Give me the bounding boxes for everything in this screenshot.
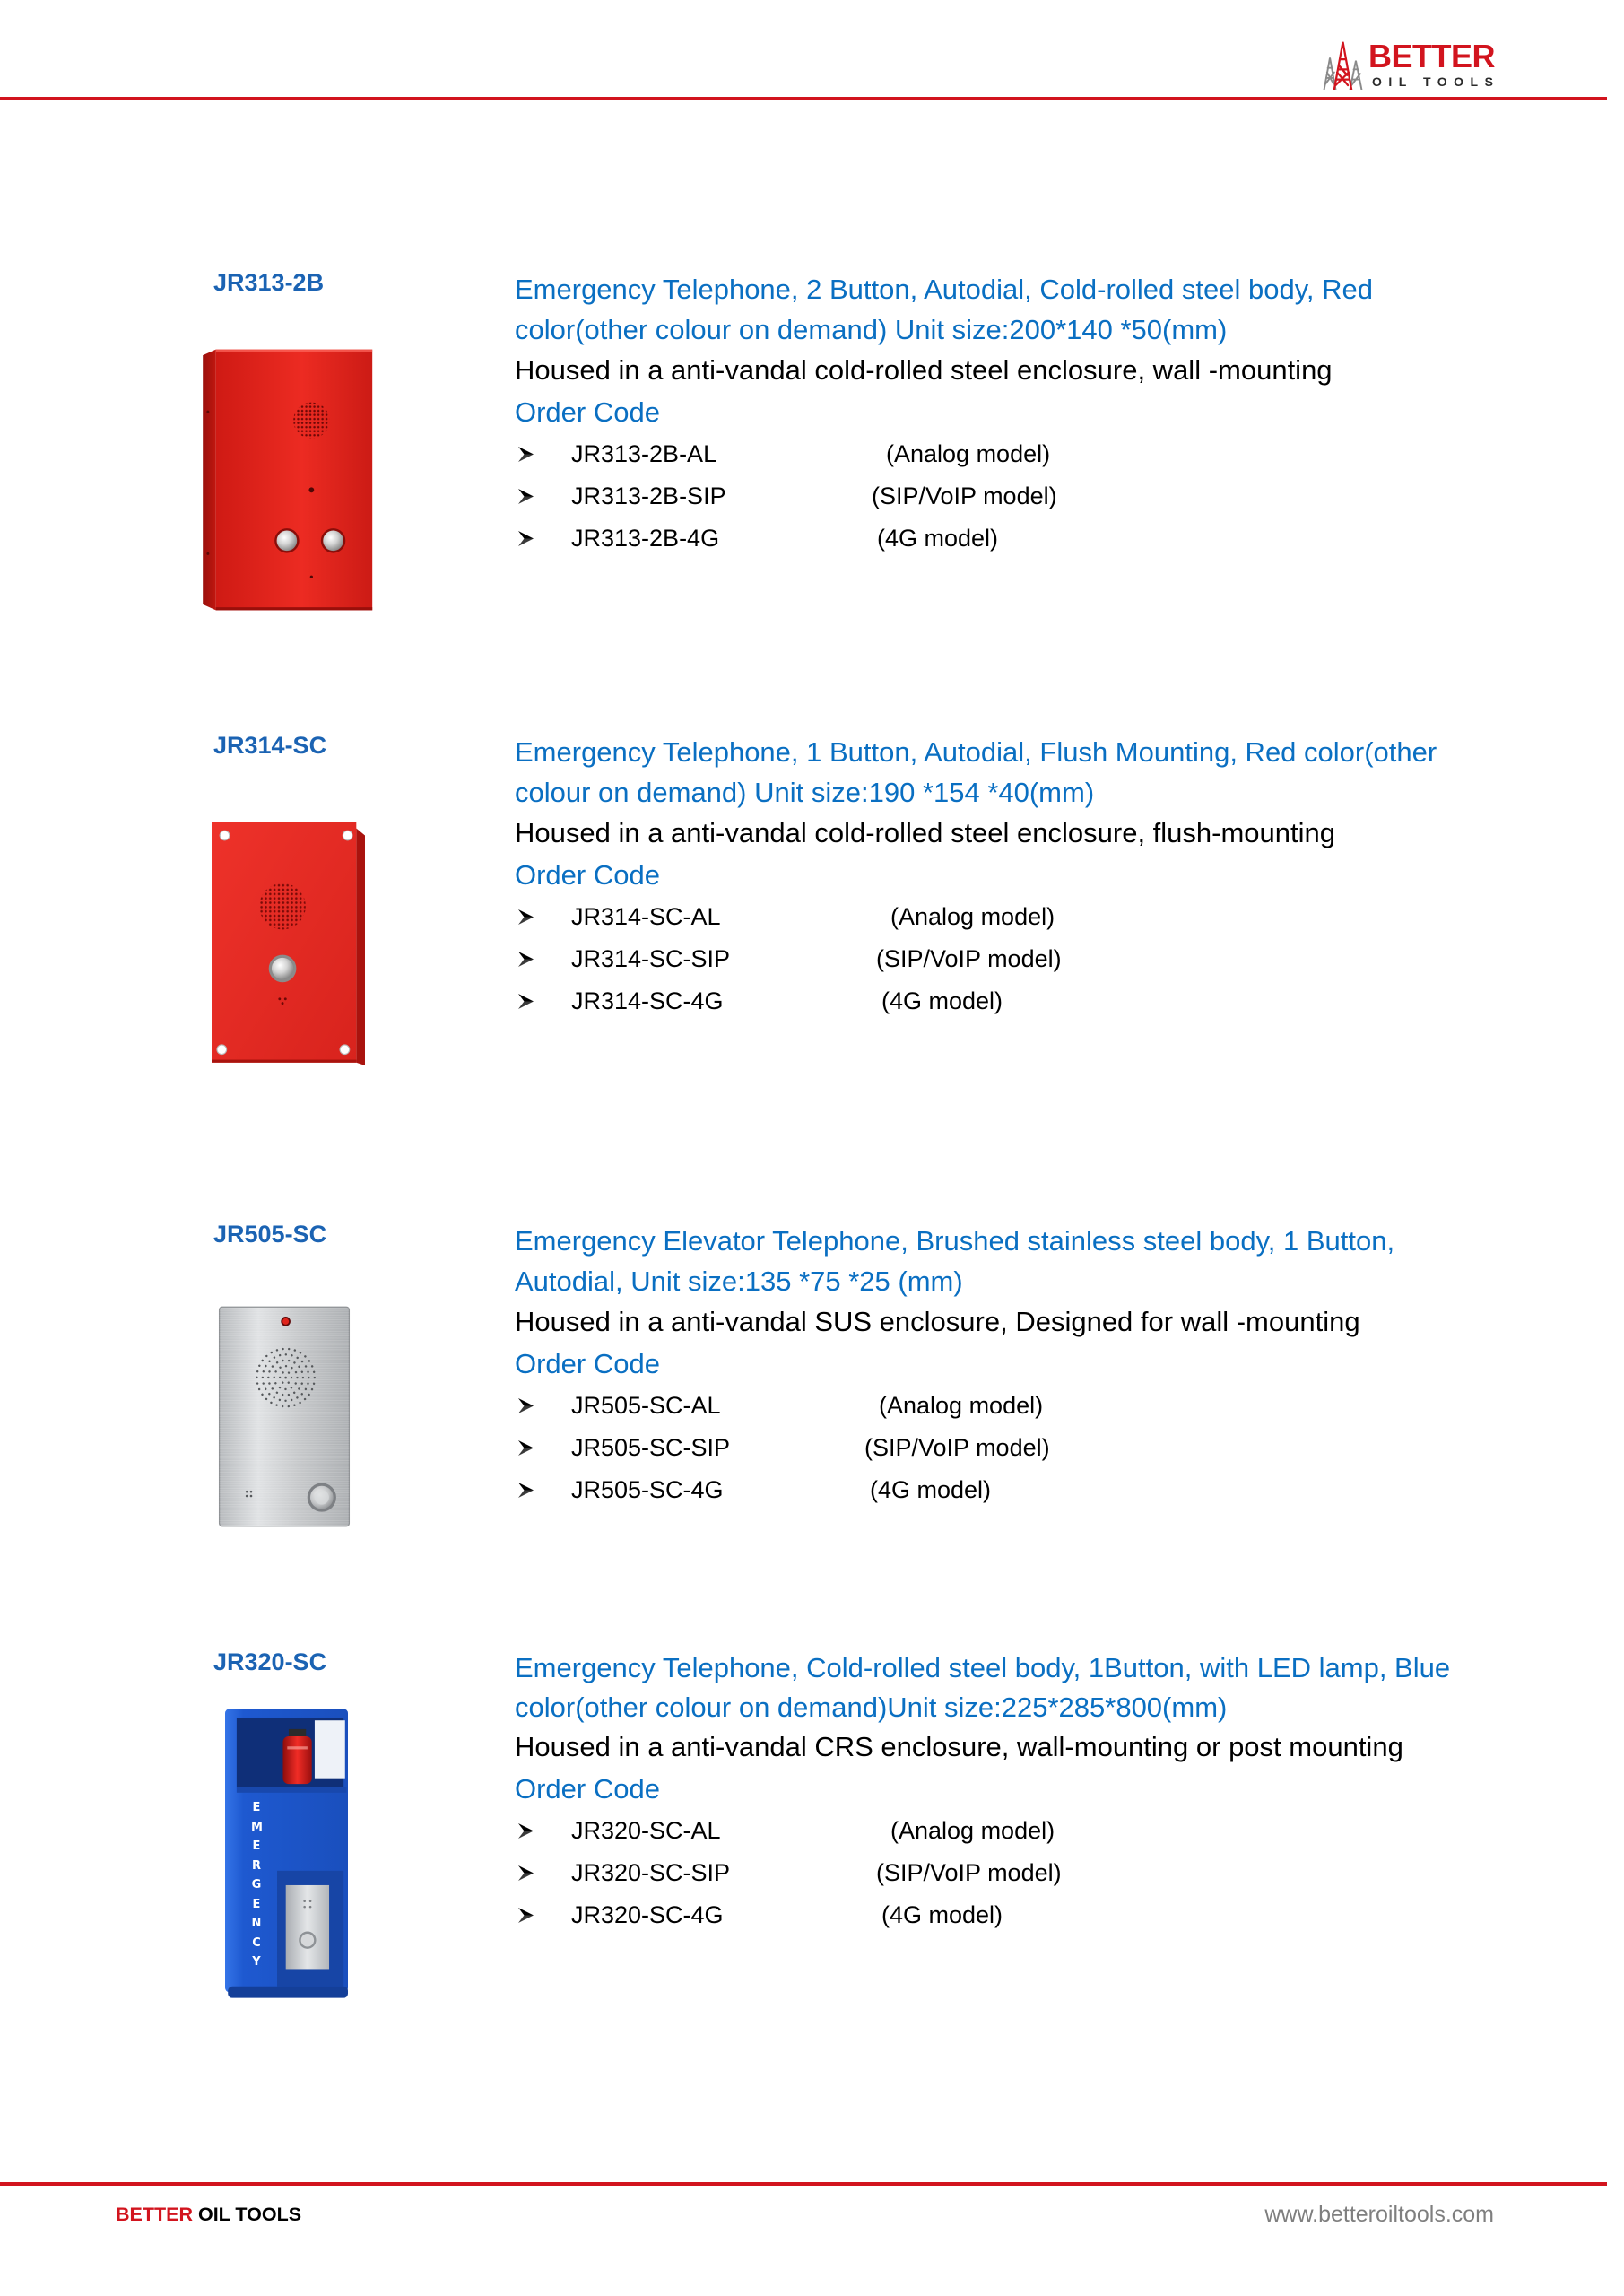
footer-brand [116,2203,301,2226]
product-image-jr505-sc [218,1305,351,1528]
speaker-grille [293,403,329,439]
model-label: JR313-2B [213,269,325,296]
arrowhead-bullet-icon [518,1908,534,1923]
stainless-elevator-panel-picture [218,1305,351,1528]
order-code: JR320-SC-4G [571,1901,724,1928]
description-line: Emergency Telephone, 1 Button, Autodial, Flush Mounting, Red color(other [515,736,1437,768]
footer-brand-red: BETTER [116,2204,193,2225]
arrowhead-bullet-icon [518,489,534,504]
order-code-heading: Order Code [515,1348,660,1379]
order-code: JR314-SC-4G [571,987,724,1014]
order-code-item [515,517,1573,560]
product-description [515,269,1573,560]
oil-derrick-logo-icon [1323,40,1363,90]
emergency-lettering: EMERGENCY [251,1801,263,1969]
model-variant: (4G model) [870,1476,992,1503]
arrowhead-bullet-icon [518,1866,534,1881]
product-description [515,1221,1573,1511]
product-description [515,1648,1573,1936]
model-variant: (SIP/VoIP model) [872,483,1057,509]
model-variant: (4G model) [881,987,1003,1014]
order-code-item [515,475,1573,517]
model-variant: (4G model) [881,1901,1003,1928]
led-lamp [282,1736,311,1784]
product-image-jr314-sc [212,822,365,1065]
arrowhead-bullet-icon [518,1440,534,1456]
brand-tagline: OIL TOOLS [1372,74,1500,89]
status-led [282,1318,289,1325]
order-code-list [515,1385,1573,1511]
call-button [272,958,293,979]
order-code-item [515,980,1573,1022]
description-line: Emergency Telephone, Cold-rolled steel body, 1Button, with LED lamp, Blue [515,1652,1451,1683]
housing-note: Housed in a anti-vandal cold-rolled steel enclosure, flush-mounting [515,817,1336,848]
description-line: Emergency Elevator Telephone, Brushed stainless steel body, 1 Button, [515,1225,1395,1257]
call-button [277,531,298,552]
call-button [301,1934,315,1947]
order-code-heading: Order Code [515,859,660,891]
order-code: JR313-2B-4G [571,525,720,552]
order-code: JR505-SC-SIP [571,1434,731,1461]
description-line: Emergency Telephone, 2 Button, Autodial, Cold-rolled steel body, Red [515,274,1374,305]
product-description [515,732,1573,1022]
arrowhead-bullet-icon [518,1483,534,1498]
description-line: color(other colour on demand)Unit size:225*285*800(mm) [515,1692,1228,1723]
order-code: JR314-SC-SIP [571,945,731,972]
order-code-list [515,433,1573,560]
order-code-heading: Order Code [515,1773,660,1805]
red-flush-panel-picture [212,822,365,1065]
model-label: JR320-SC [213,1648,327,1675]
header-rule [0,97,1607,100]
model-label: JR505-SC [213,1221,327,1248]
order-code-item [515,1894,1573,1936]
order-code: JR320-SC-AL [571,1817,721,1844]
housing-note: Housed in a anti-vandal CRS enclosure, wall-mounting or post mounting [515,1731,1403,1762]
product-image-jr320-sc [225,1709,348,1998]
footer-website: www.betteroiltools.com [1264,2202,1494,2227]
model-variant: (4G model) [877,525,999,552]
model-variant: (Analog model) [886,440,1051,467]
model-variant: (SIP/VoIP model) [876,1859,1062,1886]
footer-brand-black: OIL TOOLS [197,2204,302,2225]
call-panel [286,1885,329,1969]
model-variant: (Analog model) [890,1817,1055,1844]
order-code-item [515,1427,1573,1469]
arrowhead-bullet-icon [518,1398,534,1413]
order-code-item [515,896,1573,938]
arrowhead-bullet-icon [518,994,534,1009]
order-code-heading: Order Code [515,396,660,428]
description-line: Autodial, Unit size:135 *75 *25 (mm) [515,1265,963,1297]
description-line: colour on demand) Unit size:190 *154 *40(mm) [515,777,1095,808]
order-code: JR314-SC-AL [571,903,721,930]
arrowhead-bullet-icon [518,909,534,925]
model-variant: (Analog model) [890,903,1055,930]
order-code-item [515,1852,1573,1894]
order-code: JR505-SC-4G [571,1476,724,1503]
order-code-item [515,938,1573,980]
model-variant: (SIP/VoIP model) [876,945,1062,972]
footer-rule [0,2182,1607,2186]
product-image-jr313-2b [203,348,374,612]
order-code-list [515,1810,1573,1936]
order-code: JR320-SC-SIP [571,1859,731,1886]
order-code-item [515,433,1573,475]
arrowhead-bullet-icon [518,952,534,967]
model-variant: (Analog model) [879,1392,1044,1419]
blue-emergency-column-picture [225,1709,348,1998]
model-label: JR314-SC [213,732,327,759]
red-telephone-box-picture [203,348,374,612]
order-code-item [515,1810,1573,1852]
brand-name: BETTER [1368,38,1495,74]
housing-note: Housed in a anti-vandal cold-rolled steel enclosure, wall -mounting [515,354,1333,386]
order-code: JR313-2B-SIP [571,483,726,509]
order-code: JR313-2B-AL [571,440,717,467]
arrowhead-bullet-icon [518,1823,534,1839]
call-button [323,531,343,552]
arrowhead-bullet-icon [518,447,534,462]
order-code-item [515,1385,1573,1427]
order-code-item [515,1469,1573,1511]
arrowhead-bullet-icon [518,531,534,546]
description-line: color(other colour on demand) Unit size:200*140 *50(mm) [515,314,1228,345]
order-code: JR505-SC-AL [571,1392,721,1419]
housing-note: Housed in a anti-vandal SUS enclosure, Designed for wall -mounting [515,1306,1360,1337]
order-code-list [515,896,1573,1022]
speaker-grille [259,883,306,930]
model-variant: (SIP/VoIP model) [864,1434,1050,1461]
